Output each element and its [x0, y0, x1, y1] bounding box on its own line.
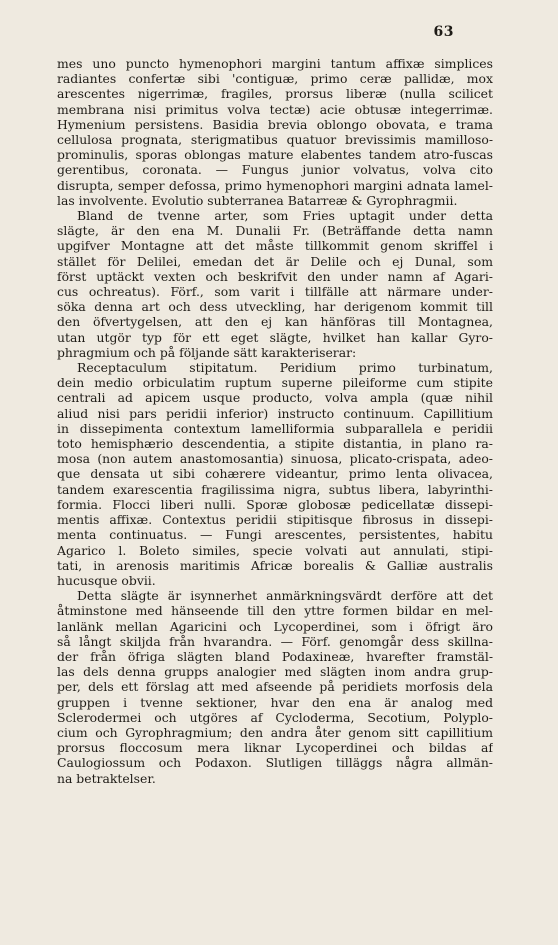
text-line: upgifver Montagne att det måste tillkommit genom skriffel i: [57, 238, 493, 254]
text-line: per, dels ett förslag att med afseende på peridiets morfosis dela: [57, 679, 493, 695]
text-line: först uptäckt vexten och beskrifvit den under namn af Agari-: [57, 268, 493, 284]
text-line: Hymenium persistens. Basidia brevia oblongo obovata, e trama: [57, 116, 493, 132]
text-line: prominulis, sporas oblongas mature elabentes tandem atro-fuscas: [57, 147, 493, 163]
text-line: Bland de tvenne arter, som Fries uptagit under detta: [77, 208, 493, 224]
text-line: gerentibus, coronata. — Fungus junior volvatus, volva cito: [57, 162, 493, 178]
body-text: [57, 56, 493, 786]
text-line: den öfvertygelsen, att den ej kan hänföras till Montagnea,: [57, 314, 493, 330]
text-line: disrupta, semper defossa, primo hymenophori margini adnata lamel-: [57, 177, 493, 193]
text-line: que densata ut sibi cohærere videantur, primo lenta olivacea,: [57, 466, 493, 482]
text-line: menta continuatus. — Fungi arescentes, persistentes, habitu: [57, 527, 493, 543]
text-line: radiantes confertæ sibi 'contiguæ, primo ceræ pallidæ, mox: [57, 71, 493, 87]
text-line: Sclerodermei och utgöres af Cycloderma, Secotium, Polyplo-: [57, 709, 493, 725]
text-line: cium och Gyrophragmium; den andra åter genom sitt capillitium: [57, 724, 493, 740]
text-line: las involvente. Evolutio subterranea Batarreæ & Gyrophragmii.: [57, 192, 458, 208]
paragraph: [57, 208, 493, 360]
text-line: arescentes nigerrimæ, fragiles, prorsus liberæ (nulla scilicet: [57, 86, 493, 102]
text-line: söka denna art och dess utveckling, har derigenom kommit till: [57, 299, 493, 315]
text-line: slägte, är den ena M. Dunalii Fr. (Beträffande detta namn: [57, 223, 493, 239]
text-line: formia. Flocci liberi nulli. Sporæ globosæ pedicellatæ dissepi-: [57, 496, 493, 512]
paragraph: [57, 360, 493, 588]
text-line: hucusque obvii.: [57, 572, 156, 588]
text-line: Receptaculum stipitatum. Peridium primo turbinatum,: [77, 360, 493, 376]
page-number: 63: [433, 24, 454, 40]
text-line: cellulosa prognata, sterigmatibus quatuor brevissimis mamilloso-: [57, 132, 493, 148]
paragraph: [57, 588, 493, 786]
text-line: na betraktelser.: [57, 770, 156, 786]
text-line: centrali ad apicem usque producto, volva ampla (quæ nihil: [57, 390, 493, 406]
text-line: utan utgör typ för ett eget slägte, hvilket han kallar Gyro-: [57, 329, 493, 345]
text-line: stället för Delilei, emedan det är Delile och ej Dunal, som: [57, 253, 493, 269]
text-line: dein medio orbiculatim ruptum superne pileiforme cum stipite: [57, 375, 493, 391]
text-line: mentis affixæ. Contextus peridii stipitisque fibrosus in dissepi-: [57, 512, 493, 528]
text-line: tandem exarescentia fragilissima nigra, subtus libera, labyrinthi-: [57, 481, 493, 497]
paragraph: [57, 56, 493, 208]
text-line: åtminstone med hänseende till den yttre formen bildar en mel-: [57, 603, 493, 619]
text-line: Caulogiossum och Podaxon. Slutligen tilläggs några allmän-: [57, 755, 493, 771]
text-line: der från öfriga slägten bland Podaxineæ, hvarefter framstäl-: [57, 648, 493, 664]
text-line: las dels denna grupps analogier med slägten inom andra grup-: [57, 664, 493, 680]
text-line: toto hemisphærio descendentia, a stipite distantia, in plano ra-: [57, 436, 493, 452]
text-line: phragmium och på följande sätt karakteriserar:: [57, 344, 357, 360]
text-line: aliud nisi pars peridii inferior) instructo continuum. Capillitium: [57, 405, 493, 421]
text-line: mosa (non autem anastomosantia) sinuosa, plicato-crispata, adeo-: [57, 451, 493, 467]
text-line: cus ochreatus). Förf., som varit i tillfälle att närmare under-: [57, 284, 493, 300]
text-line: så långt skiljda från hvarandra. — Förf. genomgår dess skillna-: [57, 633, 493, 649]
text-line: lanlänk mellan Agaricini och Lycoperdinei, som i öfrigt äro: [57, 618, 493, 634]
text-line: mes uno puncto hymenophori margini tantum affixæ simplices: [57, 56, 493, 71]
text-line: Detta slägte är isynnerhet anmärkningsvärdt derföre att det: [77, 588, 493, 604]
text-line: tati, in arenosis maritimis Africæ borealis & Galliæ australis: [57, 557, 493, 573]
text-line: prorsus floccosum mera liknar Lycoperdinei och bildas af: [57, 740, 493, 756]
text-line: in dissepimenta contextum lamelliformia subparallela e peridii: [57, 420, 493, 436]
text-line: gruppen i tvenne sektioner, hvar den ena är analog med: [57, 694, 493, 710]
text-line: membrana nisi primitus volva tectæ) acie obtusæ integerrimæ.: [57, 101, 493, 117]
text-line: Agarico l. Boleto similes, specie volvati aut annulati, stipi-: [57, 542, 493, 558]
